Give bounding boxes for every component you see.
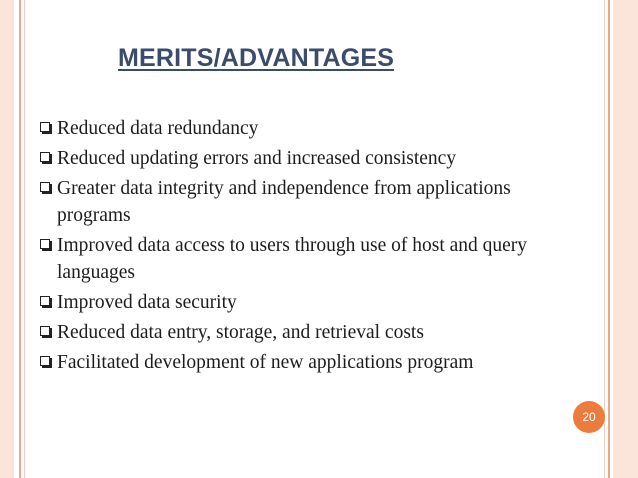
bullet-text: Improved data access to users through use of host and query languages: [57, 235, 528, 283]
left-border-band: [0, 0, 14, 478]
left-border-line-thin: [24, 0, 25, 478]
bullet-text: Reduced data redundancy: [57, 118, 259, 139]
right-border-band: [613, 0, 638, 478]
bullet-list: [40, 115, 545, 379]
hollow-square-bullet-icon: [40, 122, 50, 132]
bullet-item: [40, 115, 545, 142]
bullet-text: Improved data security: [57, 292, 237, 313]
bullet-item: [40, 175, 545, 229]
hollow-square-bullet-icon: [40, 239, 50, 249]
bullet-text: Reduced data entry, storage, and retrieval costs: [57, 322, 424, 343]
bullet-item: [40, 232, 545, 286]
bullet-text: Greater data integrity and independence from applications programs: [57, 178, 511, 226]
bullet-item: [40, 145, 545, 172]
hollow-square-bullet-icon: [40, 152, 50, 162]
hollow-square-bullet-icon: [40, 326, 50, 336]
bullet-item: [40, 349, 545, 376]
hollow-square-bullet-icon: [40, 356, 50, 366]
page-number-badge: 20: [573, 401, 605, 433]
right-border-line: [608, 0, 610, 478]
bullet-item: [40, 319, 545, 346]
left-border-line: [19, 0, 21, 478]
hollow-square-bullet-icon: [40, 182, 50, 192]
hollow-square-bullet-icon: [40, 296, 50, 306]
slide-title: MERITS/ADVANTAGES: [118, 44, 395, 72]
bullet-text: Reduced updating errors and increased consistency: [57, 148, 457, 169]
bullet-item: [40, 289, 545, 316]
bullet-text: Facilitated development of new applications program: [57, 352, 474, 373]
right-border-line-thin: [604, 0, 605, 478]
